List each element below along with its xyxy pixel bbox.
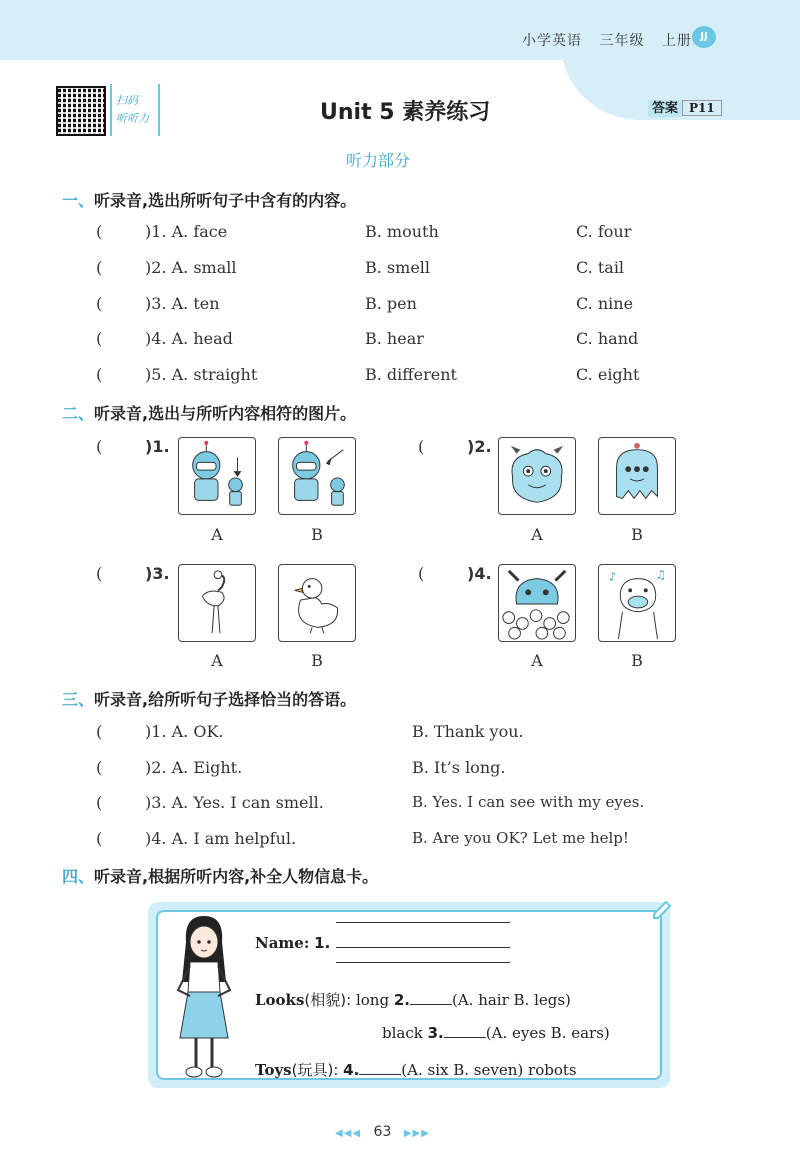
s1-q2-c: C. tail: [576, 258, 625, 277]
page-title: Unit 5 素养练习: [320, 100, 491, 125]
q4-blank[interactable]: [359, 1074, 401, 1075]
section4-text: 听录音,根据所听内容,补全人物信息卡。: [94, 867, 379, 886]
section-subtitle: 听力部分: [346, 151, 411, 170]
series-grade: 三年级: [599, 33, 645, 49]
s1-q2-b: B. smell: [365, 258, 431, 277]
s1-q2: (: [96, 258, 103, 277]
name-row: [255, 934, 330, 952]
svg-text:♪: ♪: [608, 569, 617, 584]
s3-q3-paren: (: [96, 793, 103, 812]
s1-q5-b: B. different: [365, 365, 457, 384]
name-blank-line-1[interactable]: [336, 922, 510, 923]
looks-cn: (相貌):: [304, 991, 352, 1009]
section3-number: 三、: [62, 690, 95, 709]
s2-q3-num: )3.: [145, 564, 170, 583]
section1-number: 一、: [62, 191, 95, 210]
s1-q4: (: [96, 329, 103, 348]
answer-page: P11: [682, 100, 722, 116]
s1-q4-b: B. hear: [365, 329, 424, 348]
furry-monster-image-a[interactable]: [498, 437, 576, 515]
q3-blank[interactable]: [444, 1037, 486, 1038]
name-blank-line-2[interactable]: [336, 947, 510, 948]
series-volume: 上册: [661, 33, 692, 49]
section1-text: 听录音,选出所听句子中含有的内容。: [94, 191, 357, 210]
q4-options: (A. six B. seven): [401, 1061, 524, 1079]
q2-blank[interactable]: [410, 1004, 452, 1005]
s2-q3-label-b: B: [311, 651, 323, 670]
s2-q4-num: )4.: [467, 564, 492, 583]
answer-tag: [648, 98, 722, 118]
page-footer: [335, 1124, 430, 1140]
left-arrows-icon: ◀◀◀: [335, 1128, 362, 1139]
s3-q4-b: B. Are you OK? Let me help!: [412, 829, 629, 847]
looks-row: [255, 989, 571, 1010]
s2-q1-num: )1.: [145, 437, 170, 456]
jj-badge: JJ: [692, 26, 716, 48]
section4-heading: [62, 864, 378, 887]
section2-text: 听录音,选出与所听内容相符的图片。: [94, 404, 357, 423]
s1-q3-c: C. nine: [576, 294, 634, 313]
s1-q1-a: )1. A. face: [145, 222, 228, 241]
s3-q1-b: B. Thank you.: [412, 722, 524, 741]
s1-q4-a: )4. A. head: [145, 329, 233, 348]
scan-text: [116, 92, 149, 128]
s2-q2-label-b: B: [631, 525, 643, 544]
q2-options: (A. hair B. legs): [451, 991, 571, 1009]
looks-long: long: [355, 991, 390, 1009]
section4-number: 四、: [62, 867, 95, 886]
s1-q5-c: C. eight: [576, 365, 640, 384]
s2-q4-label-b: B: [631, 651, 643, 670]
s2-q4-label-a: A: [531, 651, 543, 670]
name-blank-line-3[interactable]: [336, 962, 510, 963]
q2-number: 2.: [393, 991, 410, 1009]
toys-label: Toys: [255, 1061, 292, 1079]
svg-text:♫: ♫: [655, 567, 666, 582]
s3-q4-a: )4. A. I am helpful.: [145, 829, 297, 848]
black-row: [382, 1024, 610, 1042]
s1-q4-c: C. hand: [576, 329, 639, 348]
book-series: [522, 30, 704, 50]
s3-q1-a: )1. A. OK.: [145, 722, 224, 741]
toys-row: [255, 1059, 577, 1080]
s1-q3: (: [96, 294, 103, 313]
s1-q3-b: B. pen: [365, 294, 417, 313]
qr-pattern: [58, 88, 104, 134]
q4-number: 4.: [343, 1061, 360, 1079]
s2-q1-label-a: A: [211, 525, 223, 544]
s2-q2-num: )2.: [467, 437, 492, 456]
toys-robots: robots: [528, 1061, 577, 1079]
section2-heading: [62, 401, 356, 424]
flamingo-image-a[interactable]: [178, 564, 256, 642]
s2-q3-paren: (: [96, 564, 103, 583]
name-label: Name:: [255, 934, 310, 952]
section1-heading: [62, 188, 356, 211]
s1-q3-a: )3. A. ten: [145, 294, 220, 313]
toys-cn: (玩具):: [291, 1061, 339, 1079]
q3-options: (A. eyes B. ears): [485, 1024, 610, 1042]
section3-heading: [62, 687, 356, 710]
monster-smelling-flowers-image-a[interactable]: [498, 564, 576, 642]
right-arrows-icon: ▶▶▶: [403, 1128, 430, 1139]
s2-q1-label-b: B: [311, 525, 323, 544]
s3-q4-paren: (: [96, 829, 103, 848]
s3-q2-paren: (: [96, 758, 103, 777]
robot-pair-image-a[interactable]: [178, 437, 256, 515]
s3-q3-b: B. Yes. I can see with my eyes.: [412, 793, 645, 811]
s1-q1-b: B. mouth: [365, 222, 439, 241]
series-subject: 小学英语: [522, 33, 582, 49]
looks-label: Looks: [255, 991, 305, 1009]
answer-label: 答案: [648, 100, 682, 117]
name-q-number: 1.: [314, 934, 331, 952]
tentacle-monster-image-b[interactable]: [598, 437, 676, 515]
s3-q2-a: )2. A. Eight.: [145, 758, 243, 777]
s2-q1-paren: (: [96, 437, 103, 456]
section2-number: 二、: [62, 404, 95, 423]
q3-number: 3.: [427, 1024, 444, 1042]
s3-q3-a: )3. A. Yes. I can smell.: [145, 793, 324, 812]
s1-q2-a: )2. A. small: [145, 258, 237, 277]
robot-pair-image-b[interactable]: [278, 437, 356, 515]
s1-q5-a: )5. A. straight: [145, 365, 258, 384]
s2-q4-paren: (: [418, 564, 425, 583]
s2-q2-paren: (: [418, 437, 425, 456]
cow-listening-music-image-b[interactable]: [598, 564, 676, 642]
pencil-icon: [650, 898, 674, 922]
scan-line1: 扫码: [116, 94, 138, 107]
s2-q3-label-a: A: [211, 651, 223, 670]
duck-image-b[interactable]: [278, 564, 356, 642]
s3-q2-b: B. It’s long.: [412, 758, 506, 777]
s1-q1: (: [96, 222, 103, 241]
section3-text: 听录音,给所听句子选择恰当的答语。: [94, 690, 357, 709]
girl-illustration: [168, 912, 240, 1082]
s1-q1-c: C. four: [576, 222, 632, 241]
s1-q5: (: [96, 365, 103, 384]
scan-line2: 听听力: [116, 112, 149, 125]
page-number: 63: [373, 1124, 392, 1140]
s3-q1-paren: (: [96, 722, 103, 741]
s2-q2-label-a: A: [531, 525, 543, 544]
looks-black: black: [382, 1024, 423, 1042]
